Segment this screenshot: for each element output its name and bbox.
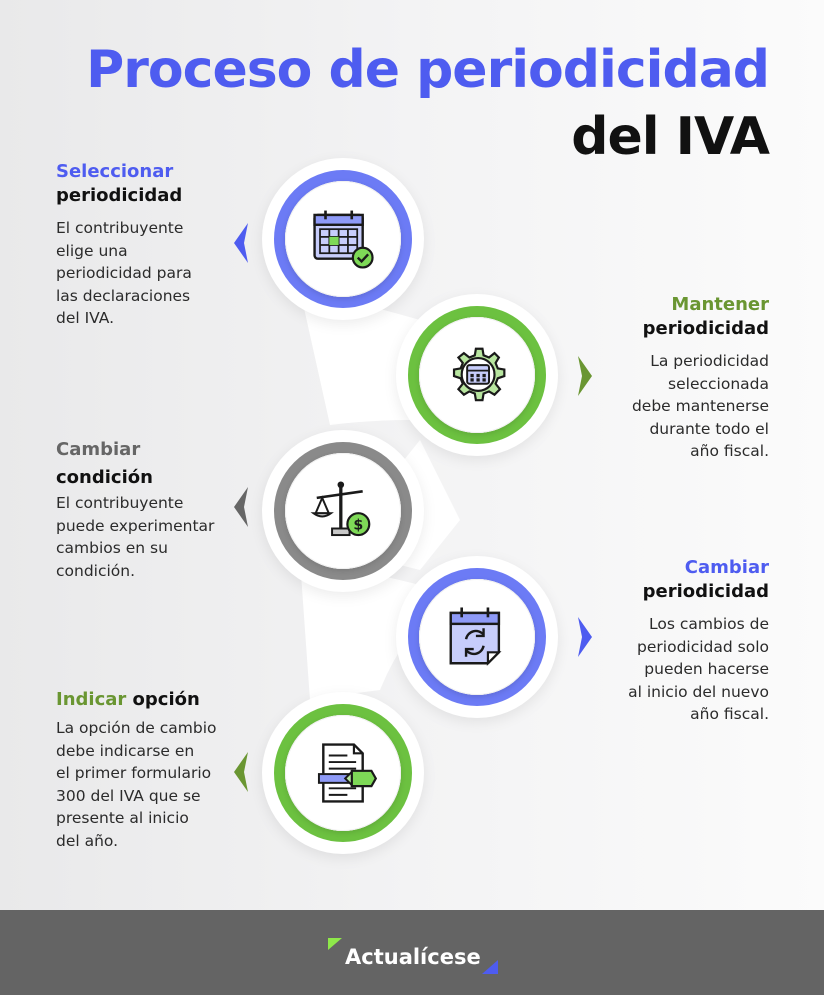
step-3-text: El contribuyente puede experimentar cambios en su condición. (56, 494, 215, 580)
chevron-left-icon (234, 487, 248, 527)
step-1-heading-2: periodicidad (56, 185, 183, 206)
gear-calendar-icon (442, 340, 512, 410)
step-4-heading-1: Cambiar (684, 557, 769, 578)
step-2-heading-1: Mantener (671, 294, 769, 315)
svg-text:$: $ (353, 517, 364, 534)
step-1-heading (56, 160, 182, 208)
step-2-text: La periodicidad seleccionada debe mantenerse durante todo el año fiscal. (631, 352, 769, 460)
calendar-refresh-icon (442, 602, 512, 672)
step-5-heading-2: opción (132, 689, 200, 710)
step-1-node (262, 158, 424, 320)
step-3-node (262, 430, 424, 592)
chevron-left-icon (234, 752, 248, 792)
step-4-heading-2: periodicidad (642, 581, 769, 602)
step-2-heading-2: periodicidad (642, 318, 769, 339)
step-5-text: La opción de cambio debe indicarse en el primer formulario 300 del IVA que se presente al inicio del año. (56, 719, 217, 850)
document-marker-icon (308, 738, 378, 808)
step-3-heading-1: Cambiar (56, 439, 141, 460)
step-5-node (262, 692, 424, 854)
page-subtitle: del IVA (571, 107, 769, 167)
step-3-heading (56, 436, 153, 492)
scale-dollar-icon (308, 476, 378, 546)
step-2-node (396, 294, 558, 456)
step-4-heading (643, 556, 769, 604)
step-5-heading-1: Indicar (56, 689, 127, 710)
brand-name: Actualícese (345, 945, 481, 969)
page-title: Proceso de periodicidad (86, 40, 769, 100)
step-4-node (396, 556, 558, 718)
step-4-text: Los cambios de periodicidad solo pueden hacerse al inicio del nuevo año fiscal. (628, 615, 769, 723)
chevron-right-icon (578, 617, 592, 657)
step-1-heading-1: Seleccionar (56, 161, 174, 182)
step-3-heading-2: condición (56, 467, 153, 488)
footer-bar (0, 910, 824, 995)
chevron-left-icon (234, 223, 248, 263)
step-5-heading (56, 688, 200, 712)
step-1-text: El contribuyente elige una periodicidad para las declaraciones del IVA. (56, 219, 192, 327)
chevron-right-icon (578, 356, 592, 396)
step-2-heading (643, 293, 769, 341)
calendar-check-icon (308, 204, 378, 274)
